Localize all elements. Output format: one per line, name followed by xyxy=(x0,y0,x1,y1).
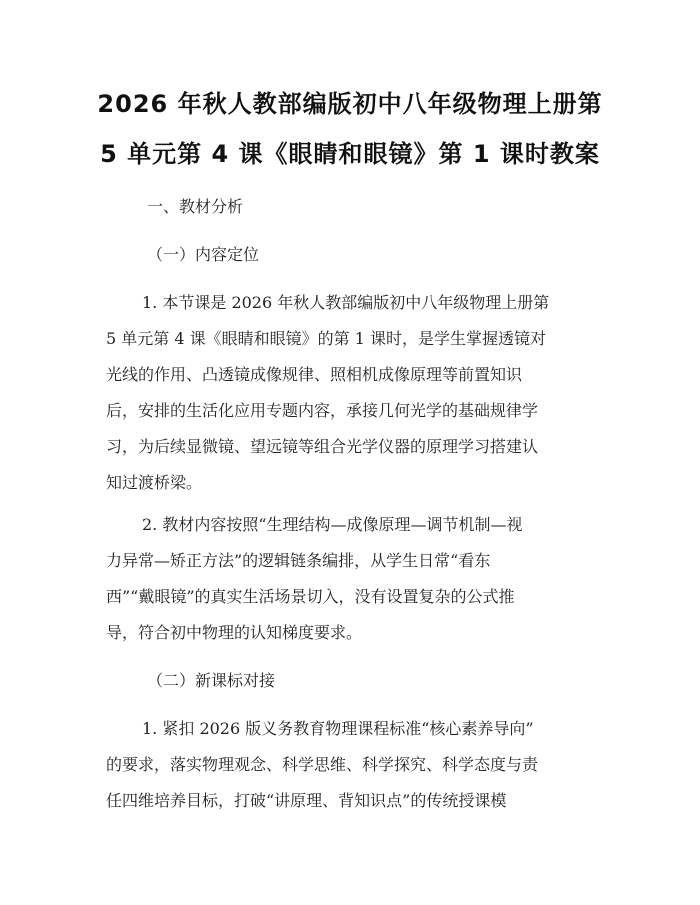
subsection-heading-content-positioning: （一）内容定位 xyxy=(147,245,260,264)
paragraph-1-line: 光线的作用、凸透镜成像规律、照相机成像原理等前置知识 xyxy=(106,365,523,384)
paragraph-2-line: 力异常—矫正方法”的逻辑链条编排，从学生日常“看东 xyxy=(106,551,491,570)
paragraph-1-line: 后，安排的生活化应用专题内容，承接几何光学的基础规律学 xyxy=(106,401,539,420)
paragraph-3-line: 的要求，落实物理观念、科学思维、科学探究、科学态度与责 xyxy=(106,755,539,774)
document-title-line-2: 5 单元第 4 课《眼睛和眼镜》第 1 课时教案 xyxy=(100,140,600,168)
paragraph-1-line: 1. 本节课是 2026 年秋人教部编版初中八年级物理上册第 xyxy=(142,293,550,312)
subsection-heading-new-curriculum-standards: （二）新课标对接 xyxy=(147,671,276,690)
section-heading-teaching-material-analysis: 一、教材分析 xyxy=(147,197,244,216)
paragraph-3-line: 任四维培养目标，打破“讲原理、背知识点”的传统授课模 xyxy=(106,791,507,810)
paragraph-2-line: 导，符合初中物理的认知梯度要求。 xyxy=(106,623,363,642)
paragraph-1-line: 5 单元第 4 课《眼睛和眼镜》的第 1 课时，是学生掌握透镜对 xyxy=(106,329,546,348)
paragraph-1-line: 习，为后续显微镜、望远镜等组合光学仪器的原理学习搭建认 xyxy=(106,437,539,456)
paragraph-1-line: 知过渡桥梁。 xyxy=(106,473,203,492)
paragraph-2-line: 西”“戴眼镜”的真实生活场景切入，没有设置复杂的公式推 xyxy=(106,587,515,606)
paragraph-3-line: 1. 紧扣 2026 版义务教育物理课程标准“核心素养导向” xyxy=(142,719,534,738)
document-title-line-1: 2026 年秋人教部编版初中八年级物理上册第 xyxy=(97,90,603,118)
paragraph-2-line: 2. 教材内容按照“生理结构—成像原理—调节机制—视 xyxy=(142,515,523,534)
